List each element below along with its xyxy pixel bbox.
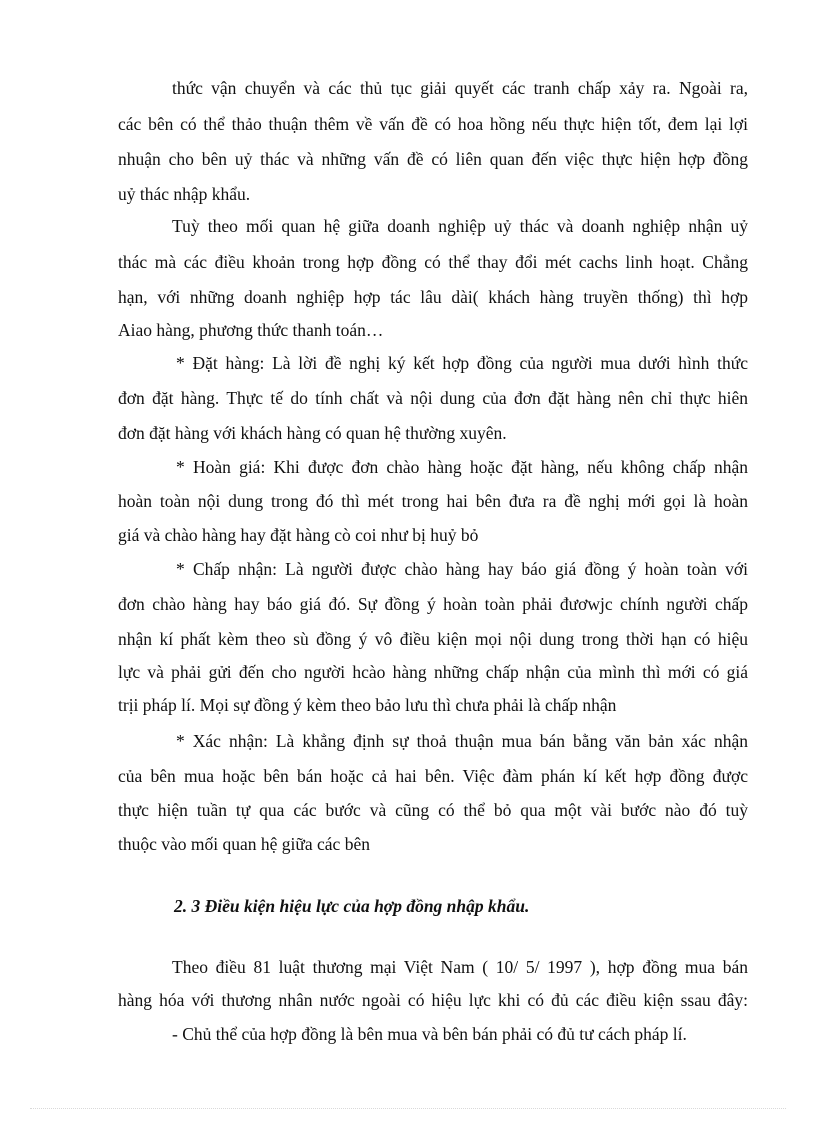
text-line-8: Aiao hàng, phương thức thanh toán…	[118, 320, 384, 340]
text-line-24: Theo điều 81 luật thương mại Việt Nam ( 10/ 5/ 1997 ), hợp đồng mua bán	[172, 957, 748, 977]
text-line-15: * Chấp nhận: Là người được chào hàng hay báo giá đồng ý hoàn toàn với	[176, 559, 748, 579]
page-bottom-divider	[30, 1108, 786, 1109]
text-line-1: thức vận chuyển và các thủ tục giải quyết các tranh chấp xảy ra. Ngoài ra,	[172, 78, 748, 98]
text-line-19: trịi pháp lí. Mọi sự đồng ý kèm theo bảo lưu thì chưa phải là chấp nhận	[118, 695, 617, 715]
text-line-21: của bên mua hoặc bên bán hoặc cả hai bên. Việc đàm phán kí kết hợp đồng được	[118, 766, 748, 786]
text-line-9: * Đặt hàng: Là lời đề nghị ký kết hợp đồng của người mua dưới hình thức	[176, 353, 748, 373]
text-line-26: - Chủ thể của hợp đồng là bên mua và bên bán phải có đủ tư cách pháp lí.	[172, 1024, 687, 1044]
text-line-3: nhuận cho bên uỷ thác và những vấn đề có liên quan đến việc thực hiện hợp đồng	[118, 149, 748, 169]
text-line-23: thuộc vào mối quan hệ giữa các bên	[118, 834, 370, 854]
text-line-2: các bên có thể thảo thuận thêm về vấn đề có hoa hồng nếu thực hiện tốt, đem lại lợi	[118, 114, 748, 134]
section-heading: 2. 3 Điều kiện hiệu lực của hợp đồng nhập khẩu.	[174, 896, 530, 916]
text-line-14: giá và chào hàng hay đặt hàng cò coi như bị huỷ bỏ	[118, 525, 479, 545]
text-line-13: hoàn toàn nội dung trong đó thì mét trong hai bên đưa ra đề nghị mới gọi là hoàn	[118, 491, 748, 511]
text-line-16: đơn chào hàng hay báo giá đó. Sự đồng ý hoàn toàn phải đươwjc chính người chấp	[118, 594, 748, 614]
text-line-5: Tuỳ theo mối quan hệ giữa doanh nghiệp uỷ thác và doanh nghiệp nhận uỷ	[172, 216, 748, 236]
text-line-12: * Hoàn giá: Khi được đơn chào hàng hoặc đặt hàng, nếu không chấp nhận	[176, 457, 748, 477]
text-line-17: nhận kí phất kèm theo sù đồng ý vô điều kiện mọi nội dung trong thời hạn có hiệu	[118, 629, 748, 649]
text-line-7: hạn, với những doanh nghiệp hợp tác lâu dài( khách hàng truyền thống) thì hợp	[118, 287, 748, 307]
text-line-22: thực hiện tuần tự qua các bước và cũng có thể bỏ qua một vài bước nào đó tuỳ	[118, 800, 748, 820]
text-line-25: hàng hóa với thương nhân nước ngoài có hiệu lực khi có đủ các điều kiện ssau đây:	[118, 990, 748, 1010]
text-line-11: đơn đặt hàng với khách hàng có quan hệ thường xuyên.	[118, 423, 507, 443]
text-line-18: lực và phải gửi đến cho người hcào hàng những chấp nhận của mình thì mới có giá	[118, 662, 748, 682]
text-line-6: thác mà các điều khoản trong hợp đồng có thể thay đổi mét cachs linh hoạt. Chẳng	[118, 252, 748, 272]
text-line-20: * Xác nhận: Là khẳng định sự thoả thuận mua bán bằng văn bản xác nhận	[176, 731, 748, 751]
text-line-10: đơn đặt hàng. Thực tế do tính chất và nội dung của đơn đặt hàng nên chỉ thực hiên	[118, 388, 748, 408]
text-line-4: uỷ thác nhập khẩu.	[118, 184, 251, 204]
